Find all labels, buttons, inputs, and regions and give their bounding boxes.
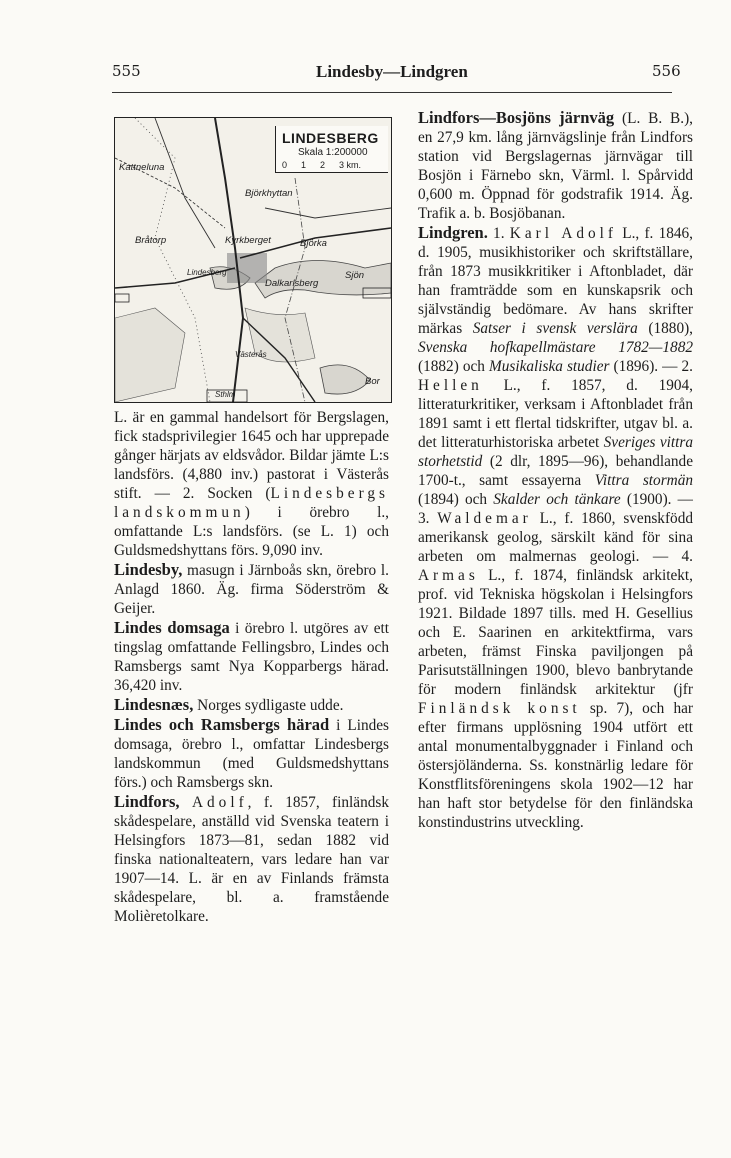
entry-text: (1882) och [418,358,489,375]
entry-italic: Satser i svensk verslära [472,320,638,337]
scale-tick: 0 [282,160,288,170]
entry-italic: Skalder och tänkare [493,491,621,508]
page-number-right: 556 [652,62,681,80]
right-column [418,108,693,832]
map-legend [275,126,388,173]
map-scale: Skala 1:200000 [298,147,368,158]
entry-text: (1896). — 2. [609,358,693,375]
entry-spaced: Waldemar [437,510,532,527]
entry-lindesnaes [114,695,389,715]
entry-spaced: Finländsk konst [418,700,581,717]
entry-lindes-och-ramsbergs [114,715,389,792]
map-label: Bor [365,376,380,387]
entry-spaced: Armas [418,567,479,584]
entry-text: , f. 1857, finländsk skådespelare, anställd vid Svenska teatern i Helsingfors 1873—81, sedan 1882 vid finska nationalteatern, vars ledare han var 1907—14. L. är en av Finlands främsta skådespelare, bl. a. framstående Molièretolkare. [114,794,389,925]
map-label: Kyrkberget [225,235,271,246]
map-label: Kattneluna [119,162,165,173]
entry-lindgren [418,223,693,832]
entry-text: (L. B. B.), en 27,9 km. lång järnvägslinje från Lindfors station vid Bergslagernas järnvägar till Bosjön i Färnebo skn, Värml. l. Spårvidd 0,600 m. Öppnad för godstrafik 1914. Äg. Trafik a. b. Bosjöbanan. [418,110,693,222]
map-label: Dalkarlsberg [265,278,319,289]
entry-text: masugn i Järnboås skn, örebro l. Anlagd 1860. Äg. firma Söderström & Geijer. [114,562,389,617]
entry-text: (1880), [637,320,694,337]
map-label: Sthlm [215,390,236,399]
page-number-left: 555 [112,62,141,80]
map-title: LINDESBERG [282,130,379,146]
map-lindesberg [114,117,392,403]
headword: Lindfors—Bosjöns järnväg [418,108,615,127]
map-label: Lindesberg [187,268,227,277]
headword: Lindes och Ramsbergs härad [114,715,330,734]
entry-spaced: Adolf [191,794,248,811]
scale-tick: 3 km. [339,160,362,170]
headword: Lindfors, [114,792,180,811]
entry-text: 1. [487,225,510,242]
entry-text: sp. 7), och har efter firmans upplösning 1904 utfört ett antal monumentalbyggnader i Finland och östersjöländerna. Ss. konstnärlig ledare för Konstflitsföreningens skola 1902—12 har han haft stor betydelse för den finländska konstindustrins utveckling. [418,700,693,831]
entry-spaced: Lindesbergs landskommun [114,485,389,521]
entry-spaced: Hellen [418,377,483,394]
entry-italic: Musikaliska studier [488,358,610,375]
entry-lindfors-bosjons [418,108,693,223]
map-label: Björkhyttan [245,188,293,199]
running-title: Lindesby—Lindgren [316,62,468,81]
scale-tick: 1 [301,160,307,170]
entry-lindes-domsaga [114,618,389,695]
left-column [114,408,389,926]
entry-text: (2 dlr, 1895—96), behandlande 1700-t., samt essayerna [418,453,693,489]
scale-tick: 2 [320,160,326,170]
entry-text: L. är en gammal handelsort för Bergslagen, fick stadsprivilegier 1645 och har upprepade gånger härjats av eldsvådor. Bildar jämte L:s landsförs. (4,880 inv.) pastorat i Västerås stift. — 2. Socken ( [114,409,389,502]
entry-text: L., f. 1846, d. 1905, musikhistoriker och skriftställare, från 1873 musikkritiker i Aftonbladet, där han framträdde som en kunskapsrik och självständig bedömare. Av hans skrifter märkas [418,225,693,337]
map-label: Sjön [345,270,365,281]
entry-italic: Svenska hofkapellmästare 1782—1882 [418,339,693,356]
entry-text: (1894) och [418,491,494,508]
entry-text: i örebro l. utgöres av ett tingslag omfattande Fellingsbro, Lindes och Ramsbergs samt Nya Kopparbergs härad. 36,420 inv. [114,620,390,694]
entry-text: L., f. 1874, finländsk arkitekt, prof. vid Tekniska högskolan i Helsingfors 1921. Bildade 1897 tills. med H. Gesellius och E. Saarinen en arkitektfirma, vars arbeten, främst Finska paviljongen på Parisutställningen 1900, blevo banbrytande för modern finländsk arkitektur (jfr [418,567,693,698]
entry-text: L., f. 1860, svenskfödd amerikansk geolog, särskilt känd för sina arbeten om malmernas geologi. — 4. [418,510,693,565]
headword: Lindgren. [418,223,488,242]
header-rule [112,92,672,93]
headword: Lindes domsaga [114,618,230,637]
entry-lindesberg-cont [114,408,389,560]
entry-text: Norges sydligaste udde. [193,697,344,714]
headword: Lindesnæs, [114,695,194,714]
entry-text: ) i örebro l., omfattande L:s landsförs. (se L. 1) och Guldsmedshyttans förs. 9,090 inv. [114,504,389,559]
entry-lindesby [114,560,389,618]
headword: Lindesby, [114,560,183,579]
entry-italic: Vittra stormän [594,472,693,489]
map-label: Björka [300,238,327,249]
map-label: Västerås [235,350,267,359]
entry-spaced: Karl Adolf [509,225,618,242]
entry-italic: Sveriges vittra storhetstid [418,434,693,470]
entry-text: i Lindes domsaga, örebro l., omfattar Lindesbergs landskommun (med Guldsmedshyttans förs.) och Ramsbergs skn. [114,717,389,791]
map-label: Bråtorp [135,235,167,246]
scale-bar [282,160,388,170]
entry-text: L., f. 1857, d. 1904, litteraturkritiker, verksam i Aftonbladet från 1891 samt i ett flertal tidskrifter, utgav bl. a. det litteraturhistoriska arbetet [418,377,693,451]
entry-lindfors [114,792,389,926]
entry-text: (1900). — 3. [418,491,693,527]
